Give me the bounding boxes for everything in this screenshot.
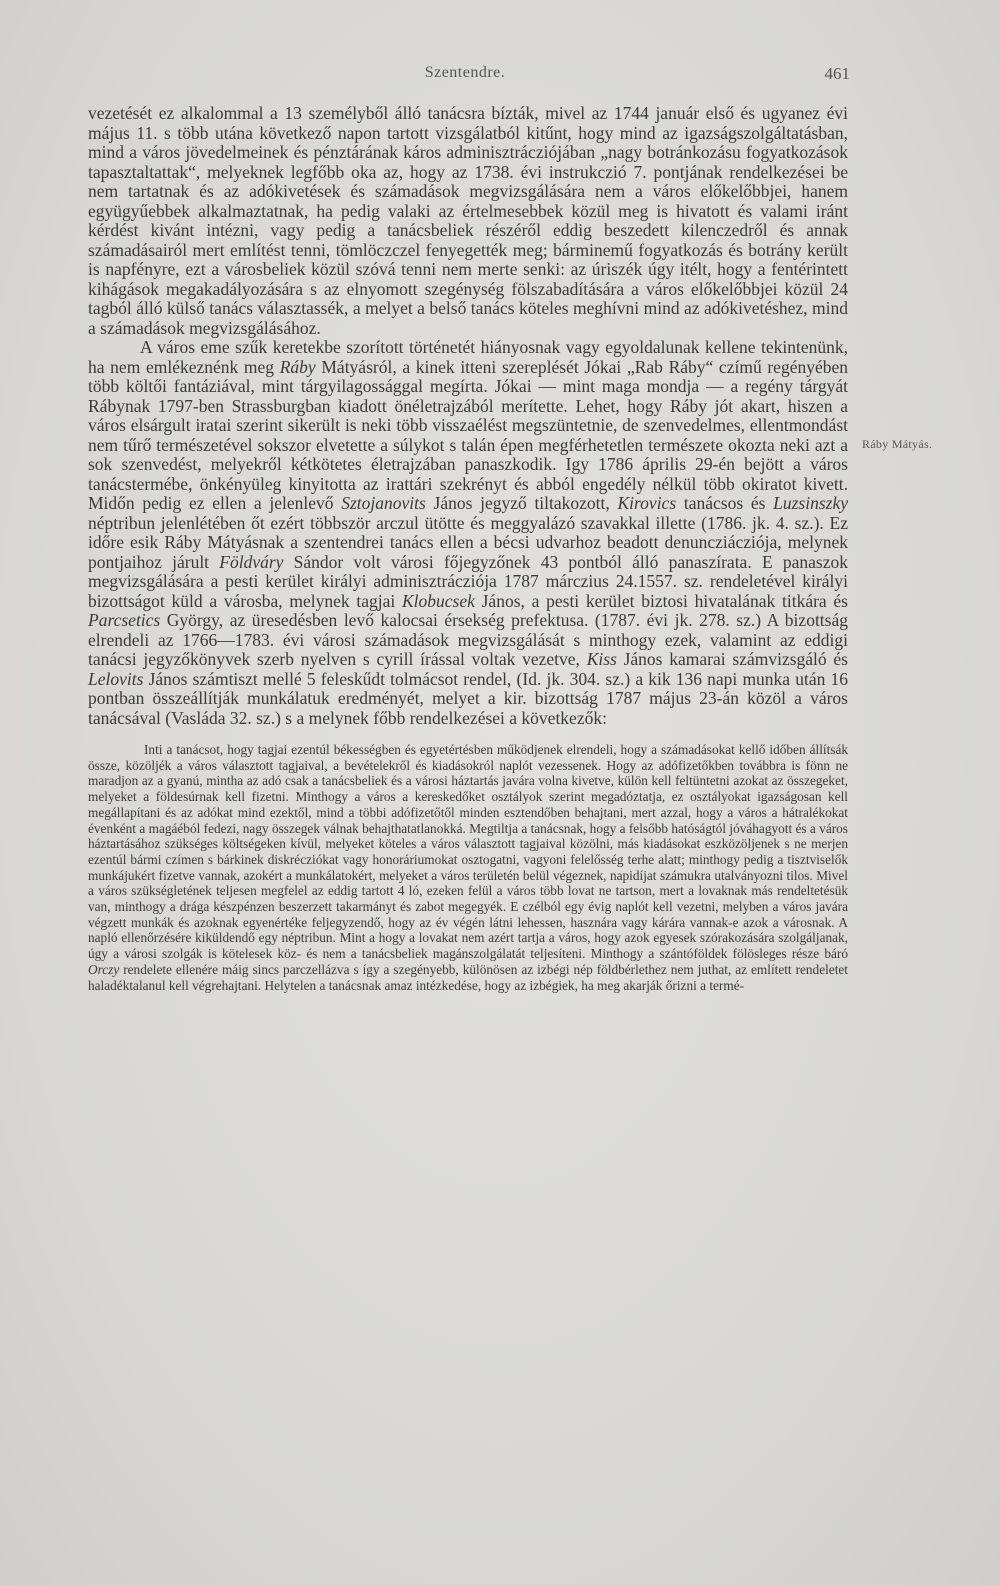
name-orczy: Orczy <box>88 961 120 977</box>
name-kiss: Kiss <box>586 649 617 669</box>
name-luzsinszky: Luzsinszky <box>773 493 848 513</box>
main-text <box>88 104 848 728</box>
name-lelovits: Lelovits <box>88 668 144 689</box>
page-header <box>80 64 850 88</box>
paragraph-1: vezetését ez alkalommal a 13 személyből álló tanácsra bízták, mivel az 1744 január első és ugyanez évi május 11. s több utána következő napon tartott vizsgálatból kitűnt, hogy mind az igazságszolgáltatásban, mind a város jövedelmeinek és pénztárának káros adminisztrácziójában „nagy botránkozásu fogyatkozások tapasztaltattak“, melyeknek legfőbb oka az, hogy az 1738. évi instrukczió 7. pontjának rendelkezései be nem tartatnak és az adókivetések és számadások megvizsgálására nem a város előkelőbbjei, hanem együgyűebbek alkalmaztatnak, ha pedig valaki az értelmesebbek közül meg is hivatott és valami iránt kérdést kivánt intézni, vagy pedig a tanácsbeliek részéről eddig beszedett kilenczedről és annak számadásairól mert említést tenni, tömlöczczel fenyegették meg; bárminemű fogyatkozás és botrány került is napfényre, ezt a városbeliek közül szóvá tenni nem merte senki: az úriszék úgy itélt, hogy a fentérintett kihágások megakadályozására s az elnyomott szegénység fölszabadítására a város előkelőbbjei közül 24 tagból álló külső tanács választassék, a melyet a belső tanács köteles meghívni mind az adókivetéshez, mind a számadások megvizsgálásához. <box>88 103 848 338</box>
margin-note: Ráby Mátyás. <box>862 437 933 451</box>
name-klobucsek: Klobucsek <box>401 590 475 611</box>
p3-text-2: rendelete ellenére máig sincs parczellázva s így a szegényebb, különösen az izbégi nép földbérlethez nem juthat, az említett rendeletet haladéktalanul kell végrehajtani. Helytelen a tanácsnak amaz intézkedése, hogy az izbégiek, ha meg akarják őrizni a termé- <box>88 961 848 993</box>
running-head: Szentendre. <box>424 64 506 81</box>
body-text <box>88 104 848 993</box>
p3-text-1: Inti a tanácsot, hogy tagjai ezentúl békességben és egyetértésben működjenek elrendeli, hogy a számadásokat kellő időben állítsák össze, közöljék a város választott tagjaival, a bevételekről és kiadásokról naplót vezessenek. Hogy az adófizetőkben továbbra is fönn ne maradjon az a gyanú, mintha az adó csak a tanácsbeliek és a városi háztartás javára volna kivetve, külön kell feltüntetni azokat az összegeket, melyeket a földesúrnak kell fizetni. Minthogy a város a kereskedőket osztályok szerint megadóztatja, ez osztályokat igazságosan kell megállapítani és az adókat mind ezektől, mind a többi adófizetőtől minden esztendőben behajtani, mert azzal, hogy a város a hátralékokat évenként a magáéból fedezi, nagy összegek válnak behajthatatlanokká. Megtiltja a tanácsnak, hogy a felsőbb hatóságtól jóváhagyott és a város háztartásához szükséges költségeken kívül, melyeket köteles a város választott tagjaival közölni, más kiadásokat eszközöljenek s ne merjen ezentúl bármi czímen s bárkinek diskrécziókat vagy honoráriumokat osztogatni, vagyoni felelősség terhe alatt; minthogy pedig a tisztviselők munkájukért fizetve vannak, azokért a munkálatokért, melyeket a város területén belül végeznek, napidíjat számukra utalványozni tilos. Mivel a város szükségletének teljesen megfelel az eddig tartott 4 ló, ezeken felül a város több lovat ne tartson, mert a lovaknak más rendeltetésük van, minthogy a drága készpénzen beszerzett takarmányt és zabot megegyék. E czélból egy évig naplót kell vezetni, melyben a város javára végzett munkák és azoknak egyenértéke feljegyzendő, hogy az év végén látni lehessen, hasznára vagy kárára vannak-e azok a városnak. A napló ellenőrzésére kiküldendő egy néptribun. Mint a hogy a lovakat nem azért tartja a város, hogy azok egyesek szórakozására szolgáljanak, úgy a városi szolgák is kötelesek köz- és nem a tanácsbeliek magánszolgálatát teljesíteni. Minthogy a szántóföldek fölösleges része báró <box>88 742 848 962</box>
paragraph-3 <box>88 742 848 993</box>
name-kirovics: Kirovics <box>617 493 677 513</box>
paragraph-2 <box>88 338 848 728</box>
p2-text-1: A város eme szűk keretekbe szorított történetét hiányosnak vagy egyoldalunak kellene tekintenünk, ha nem emlékeznénk meg <box>88 337 848 377</box>
small-print-text <box>88 742 848 993</box>
p2-text-10: János számtiszt mellé 5 feleskűdt tolmácsot rendel, (Id. jk. 304. sz.) a kik 136 napi munka után 16 pontban összeállítják munkálatuk eredményét, melyet a kir. bizottság 1787 május 23-án közöl a város tanácsával (Vasláda 32. sz.) s a melynek főbb rendelkezései a következők: <box>88 668 848 728</box>
p2-text-2: Mátyásról, a kinek itteni szereplését Jókai „Rab Ráby“ czímű regényében több költői fantáziával, mint tárgyilagossággal megírta. Jókai — mint maga mondja — a regény tárgyát Rábynak 1797-ben Strassburgban kiadott önéletrajzából merítette. Lehet, hogy Ráby jót akart, hiszen a város elsárgult iratai szerint sikerült is neki több visszaélést megszüntetnie, de szenvedelmes, ellentmondást nem tűrő természetével sokszor elvetette a súlykot s talán épen megférhetetlen természete okozta neki azt a sok szenvedést, melyekről kétkötetes életrajzában panaszkodik. Igy 1786 április 29-én bejött a város tanácstermébe, önkényüleg kinyitotta az irattári szekrényt és abból engedély nélkül több okiratot kivett. Midőn pedig ez ellen a jelenlevő <box>88 356 849 513</box>
p2-text-6: Sándor volt városi főjegyzőnek 43 pontból álló panaszírata. E panaszok megvizsgálására a pesti kerület királyi adminisztrácziója 1787 márczius 24.1557. sz. rendeletével királyi bizottságot küld a városba, melynek tagjai <box>88 551 848 611</box>
page-number: 461 <box>824 64 850 83</box>
p2-text-4: tanácsos és <box>676 493 774 513</box>
name-raby: Ráby <box>279 356 316 377</box>
p2-text-9: János kamarai számvizsgáló és <box>616 649 848 669</box>
p2-text-8: György, az üresedésben levő kalocsai érsekség prefektusa. (1787. évi jk. 278. sz.) A bizottság elrendeli az 1766—1783. évi városi számadások megvizsgálását s minthogy ezek, valamint az eddigi tanácsi jegyzőkönyvek szerb nyelven s cyrill írással voltak vezetve, <box>88 610 848 669</box>
p2-text-7: János, a pesti kerület biztosi hivatalának titkára és <box>474 590 848 611</box>
name-foldvary: Földváry <box>219 551 284 572</box>
p2-text-3: János jegyző tiltakozott, <box>425 493 618 513</box>
name-sztojanovits: Sztojanovits <box>341 493 426 513</box>
p2-text-5: néptribun jelenlétében őt ezért többször arczul ütötte és meggyalázó szavakkal illette (1786. jk. 4. sz.). Ez időre esik Ráby Mátyásnak a szentendrei tanács ellen a bécsi udvarhoz beadott denuncziácziója, melynek pontjaihoz járult <box>88 512 848 572</box>
name-parcsetics: Parcsetics <box>88 610 161 630</box>
